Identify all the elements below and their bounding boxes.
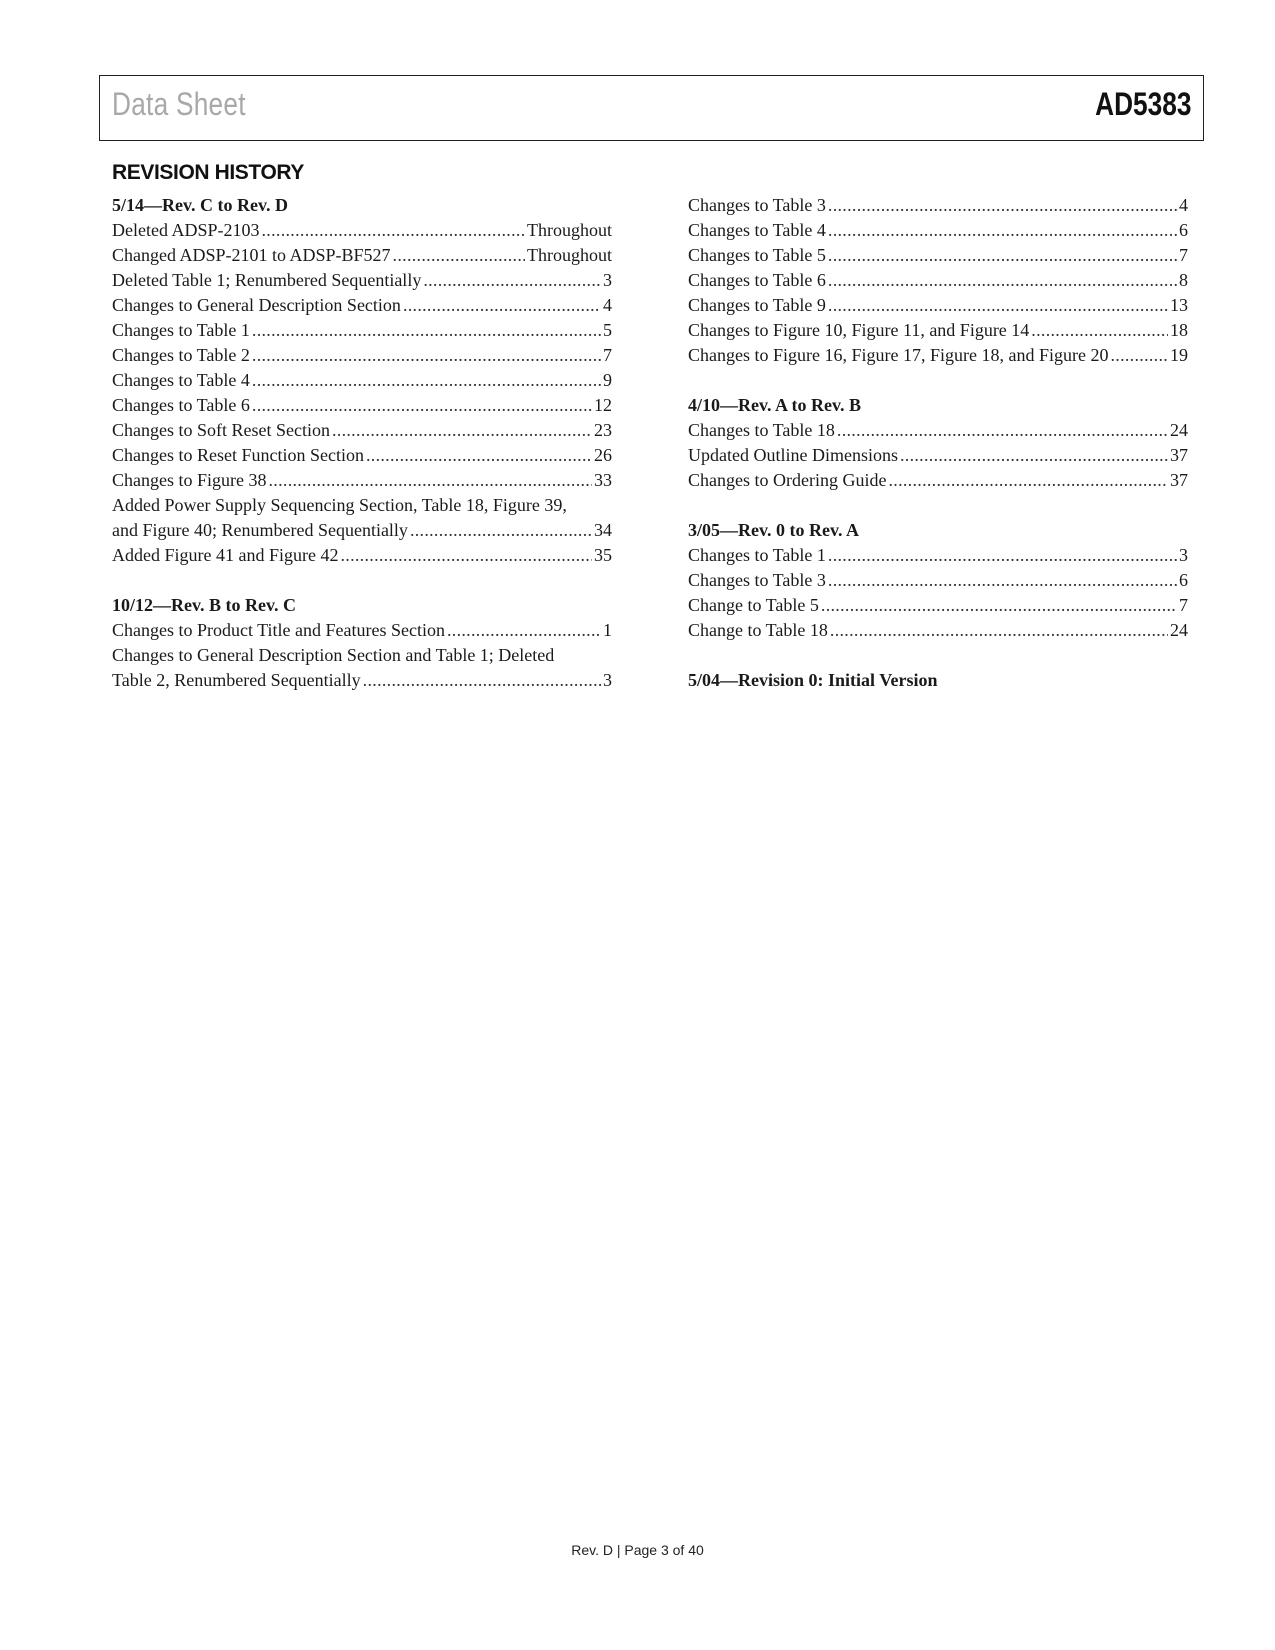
entry-label: Changes to Soft Reset Section (112, 420, 330, 440)
entry-label: Changes to Table 6 (112, 395, 250, 415)
dot-leader (828, 243, 1177, 268)
entry-label: Changes to Figure 16, Figure 17, Figure 18, and Figure 20 (688, 345, 1109, 365)
entry-label: Changes to Table 1 (688, 545, 826, 565)
dot-leader (900, 443, 1168, 468)
entry-page: 24 (1170, 420, 1188, 440)
revision-entry (688, 193, 1188, 218)
revision-entry (112, 543, 612, 568)
entry-page: 6 (1179, 570, 1188, 590)
entry-label: Changes to Table 1 (112, 320, 250, 340)
entry-label: Changes to Table 3 (688, 570, 826, 590)
section-title: REVISION HISTORY (112, 161, 304, 184)
entry-page: 1 (603, 620, 612, 640)
entry-page: 12 (594, 395, 612, 415)
entry-label: Changes to General Description Section (112, 295, 401, 315)
entry-label: Changes to Figure 38 (112, 470, 267, 490)
entry-page: 33 (594, 470, 612, 490)
entry-label: Changes to Table 5 (688, 245, 826, 265)
header-doc-type: Data Sheet (112, 86, 246, 122)
dot-leader (363, 668, 601, 693)
entry-page: 7 (603, 345, 612, 365)
revision-entry-text: Changes to General Description Section and Table 1; Deleted (112, 645, 555, 665)
dot-leader (828, 543, 1177, 568)
entry-label: Changes to Ordering Guide (688, 470, 887, 490)
dot-leader (423, 268, 601, 293)
entry-label: Changes to Product Title and Features Section (112, 620, 445, 640)
entry-label: Changes to Table 4 (112, 370, 250, 390)
revision-entry (688, 443, 1188, 468)
dot-leader (447, 618, 601, 643)
dot-leader (262, 218, 526, 243)
dot-leader (393, 243, 525, 268)
entry-label: Changes to Table 6 (688, 270, 826, 290)
entry-page: 24 (1170, 620, 1188, 640)
entry-page: 7 (1179, 245, 1188, 265)
entry-label: Changes to Table 18 (688, 420, 835, 440)
revision-entry (112, 318, 612, 343)
entry-page: 13 (1170, 295, 1188, 315)
dot-leader (252, 393, 592, 418)
entry-label: Change to Table 5 (688, 595, 819, 615)
dot-leader (837, 418, 1168, 443)
revision-entry (112, 618, 612, 643)
revision-entry (688, 568, 1188, 593)
right-column (688, 193, 1188, 718)
revision-entry (112, 443, 612, 468)
entry-label: Deleted ADSP-2103 (112, 220, 260, 240)
entry-label: Changed ADSP-2101 to ADSP-BF527 (112, 245, 391, 265)
revision-group (112, 193, 612, 568)
revision-entry (112, 418, 612, 443)
dot-leader (252, 343, 601, 368)
dot-leader (410, 518, 592, 543)
revision-entry (112, 218, 612, 243)
dot-leader (340, 543, 592, 568)
entry-page: 3 (603, 270, 612, 290)
entry-page: 37 (1170, 470, 1188, 490)
revision-entry (688, 268, 1188, 293)
revision-entry (688, 218, 1188, 243)
revision-entry (688, 318, 1188, 343)
revision-group (688, 518, 1188, 643)
entry-page: 4 (603, 295, 612, 315)
revision-heading: 5/14—Rev. C to Rev. D (112, 195, 288, 215)
dot-leader (269, 468, 593, 493)
revision-heading: 10/12—Rev. B to Rev. C (112, 595, 296, 615)
entry-page: 3 (603, 670, 612, 690)
entry-label: and Figure 40; Renumbered Sequentially (112, 520, 408, 540)
entry-label: Updated Outline Dimensions (688, 445, 898, 465)
revision-heading: 5/04—Revision 0: Initial Version (688, 670, 938, 690)
dot-leader (830, 618, 1168, 643)
entry-label: Changes to Table 9 (688, 295, 826, 315)
entry-label: Changes to Reset Function Section (112, 445, 364, 465)
revision-group (112, 593, 612, 693)
revision-entry (688, 418, 1188, 443)
entry-page: 26 (594, 445, 612, 465)
entry-label: Changes to Figure 10, Figure 11, and Figure 14 (688, 320, 1030, 340)
entry-label: Changes to Table 3 (688, 195, 826, 215)
entry-page: 19 (1170, 345, 1188, 365)
revision-entry-text: Added Power Supply Sequencing Section, Table 18, Figure 39, (112, 495, 567, 515)
dot-leader (821, 593, 1177, 618)
dot-leader (828, 268, 1177, 293)
entry-page: 18 (1170, 320, 1188, 340)
dot-leader (828, 193, 1177, 218)
revision-entry (112, 293, 612, 318)
entry-page: 23 (594, 420, 612, 440)
revision-entry (112, 468, 612, 493)
entry-page: 6 (1179, 220, 1188, 240)
entry-page: 9 (603, 370, 612, 390)
entry-label: Changes to Table 4 (688, 220, 826, 240)
revision-entry (688, 543, 1188, 568)
revision-entry (112, 343, 612, 368)
revision-entry (688, 593, 1188, 618)
revision-heading: 4/10—Rev. A to Rev. B (688, 395, 862, 415)
dot-leader (252, 368, 601, 393)
entry-page: Throughout (527, 245, 612, 265)
entry-page: 3 (1179, 545, 1188, 565)
dot-leader (332, 418, 592, 443)
revision-entry (688, 243, 1188, 268)
revision-group (688, 668, 1188, 693)
revision-entry (112, 368, 612, 393)
entry-page: 7 (1179, 595, 1188, 615)
dot-leader (828, 568, 1177, 593)
entry-page: 35 (594, 545, 612, 565)
revision-group (688, 193, 1188, 368)
dot-leader (403, 293, 601, 318)
revision-entry (688, 468, 1188, 493)
left-column (112, 193, 612, 718)
entry-page: Throughout (527, 220, 612, 240)
header-part-number: AD5383 (1094, 86, 1191, 122)
entry-label: Change to Table 18 (688, 620, 828, 640)
entry-page: 34 (594, 520, 612, 540)
dot-leader (828, 293, 1168, 318)
dot-leader (366, 443, 592, 468)
entry-label: Changes to Table 2 (112, 345, 250, 365)
dot-leader (828, 218, 1177, 243)
page-header (99, 75, 1204, 141)
entry-label: Table 2, Renumbered Sequentially (112, 670, 361, 690)
revision-heading: 3/05—Rev. 0 to Rev. A (688, 520, 859, 540)
dot-leader (888, 468, 1168, 493)
page-footer: Rev. D | Page 3 of 40 (571, 1542, 704, 1558)
revision-entry (112, 668, 612, 693)
revision-entry (112, 268, 612, 293)
entry-label: Added Figure 41 and Figure 42 (112, 545, 339, 565)
dot-leader (1110, 343, 1168, 368)
revision-entry (112, 243, 612, 268)
revision-entry (688, 293, 1188, 318)
dot-leader (1031, 318, 1168, 343)
entry-page: 37 (1170, 445, 1188, 465)
entry-label: Deleted Table 1; Renumbered Sequentially (112, 270, 422, 290)
dot-leader (252, 318, 601, 343)
entry-page: 8 (1179, 270, 1188, 290)
entry-page: 4 (1179, 195, 1188, 215)
revision-entry (688, 618, 1188, 643)
revision-group (688, 393, 1188, 493)
revision-entry (112, 518, 612, 543)
entry-page: 5 (603, 320, 612, 340)
revision-entry (688, 343, 1188, 368)
revision-entry (112, 393, 612, 418)
